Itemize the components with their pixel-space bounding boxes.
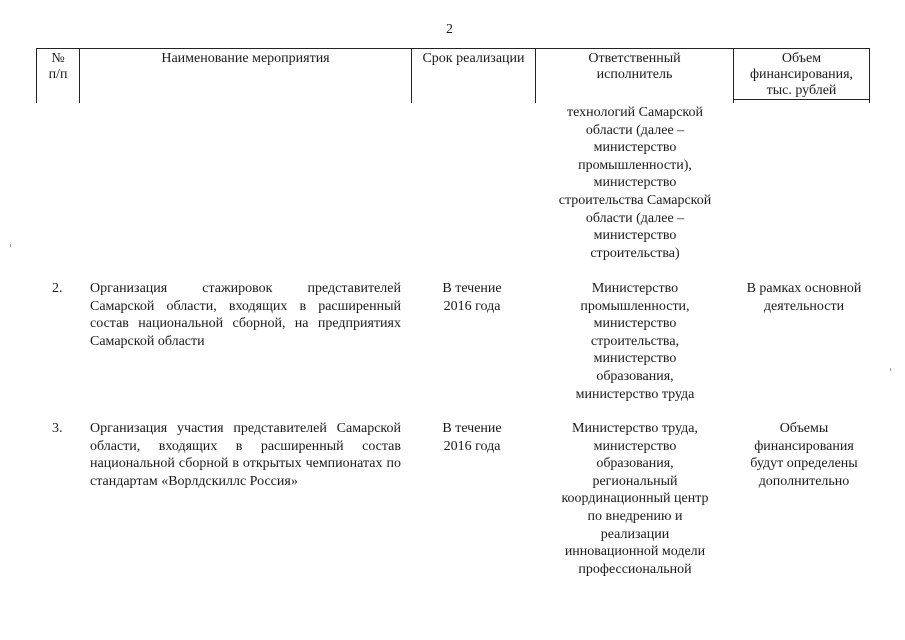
row-2-event-name: Организация стажировок представителей Самарской области, входящих в расширенный состав национальной сборной, на предприятиях Самарской области (90, 281, 401, 349)
row-3-number: 3. (52, 421, 63, 436)
header-number: № п/п (48, 51, 68, 82)
table-header (36, 48, 870, 103)
row-3-event-name: Организация участия представителей Самарской области, входящих в расширенный состав национальной сборной в открытых чемпионатах по стандартам «Ворлдскиллс Россия» (90, 421, 401, 489)
header-responsible: Ответственный исполнитель (588, 51, 681, 82)
row-3-funding: Объемы финансирования будут определены дополнительно (750, 421, 858, 489)
scan-speck (890, 368, 891, 371)
row-2-term: В течение 2016 года (442, 281, 502, 314)
header-event-name: Наименование мероприятия (161, 51, 330, 66)
column-divider (869, 49, 870, 103)
row-2-responsible: Министерство промышленности, министерство строительства, министерство образования, министерство труда (575, 281, 695, 402)
header-term: Срок реализации (422, 51, 525, 66)
row-2-number: 2. (52, 281, 63, 296)
row-3-responsible: Министерство труда, министерство образования, региональный координационный центр по внедрению и реализации инновационной модели профессиональной (561, 421, 709, 577)
row-2-funding: В рамках основной деятельности (746, 281, 862, 314)
header-funding: Объем финансирования, тыс. рублей (734, 51, 869, 100)
scan-speck (10, 244, 11, 247)
row-continuation-responsible: технологий Самарской области (далее – министерство промышленности), министерство строительства Самарской области (далее – министерство строительства) (558, 105, 712, 261)
row-3-term: В течение 2016 года (442, 421, 502, 454)
page-number: 2 (446, 22, 453, 37)
